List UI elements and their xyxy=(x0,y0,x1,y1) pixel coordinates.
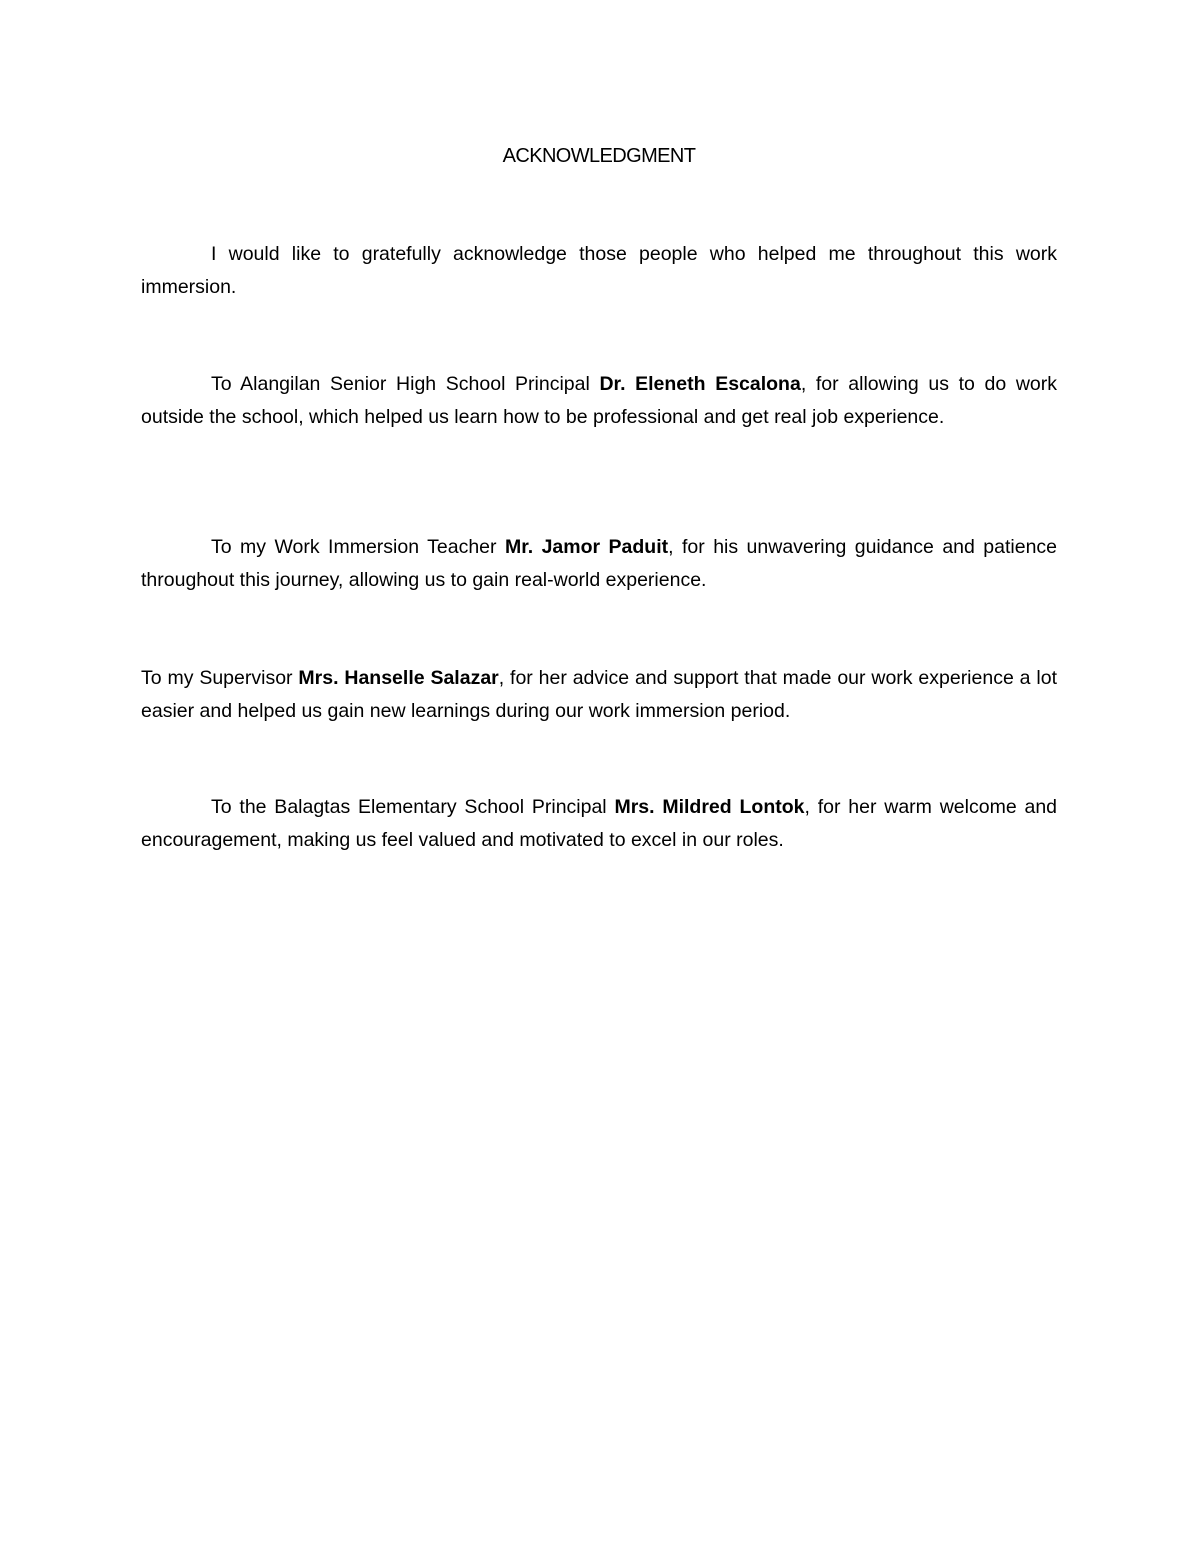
paragraph-text-after: , for allowing us to do work outside the school, which helped us learn how to be professional and get real job experience. xyxy=(141,373,1058,428)
person-name: Mrs. Hanselle Salazar xyxy=(298,667,499,689)
paragraph-text-before: To my Supervisor xyxy=(141,667,299,689)
person-name: Mr. Jamor Paduit xyxy=(504,536,669,558)
person-name: Mrs. Mildred Lontok xyxy=(614,796,805,818)
paragraph-text-before: To Alangilan Senior High School Principal xyxy=(211,373,600,395)
paragraph-text-before: To the Balagtas Elementary School Principal xyxy=(211,796,615,818)
intro-paragraph xyxy=(141,238,1057,304)
principal-acknowledgment-paragraph xyxy=(141,368,1057,434)
paragraph-text-after: , for his unwavering guidance and patience throughout this journey, allowing us to gain real-world experience. xyxy=(141,536,1058,591)
teacher-acknowledgment-paragraph xyxy=(141,531,1057,597)
paragraph-text-after: , for her advice and support that made our work experience a lot easier and helped us gain new learnings during our work immersion period. xyxy=(141,667,1057,722)
document-title: ACKNOWLEDGMENT xyxy=(502,145,696,167)
supervisor-acknowledgment-paragraph xyxy=(141,662,1057,728)
paragraph-text-after: , for her warm welcome and encouragement, making us feel valued and motivated to excel in our roles. xyxy=(141,796,1058,851)
person-name: Dr. Eleneth Escalona xyxy=(599,373,801,395)
elementary-principal-acknowledgment-paragraph xyxy=(141,791,1057,857)
paragraph-text-before: To my Work Immersion Teacher xyxy=(211,536,505,558)
paragraph-text: I would like to gratefully acknowledge those people who helped me throughout this work immersion. xyxy=(141,243,1057,298)
